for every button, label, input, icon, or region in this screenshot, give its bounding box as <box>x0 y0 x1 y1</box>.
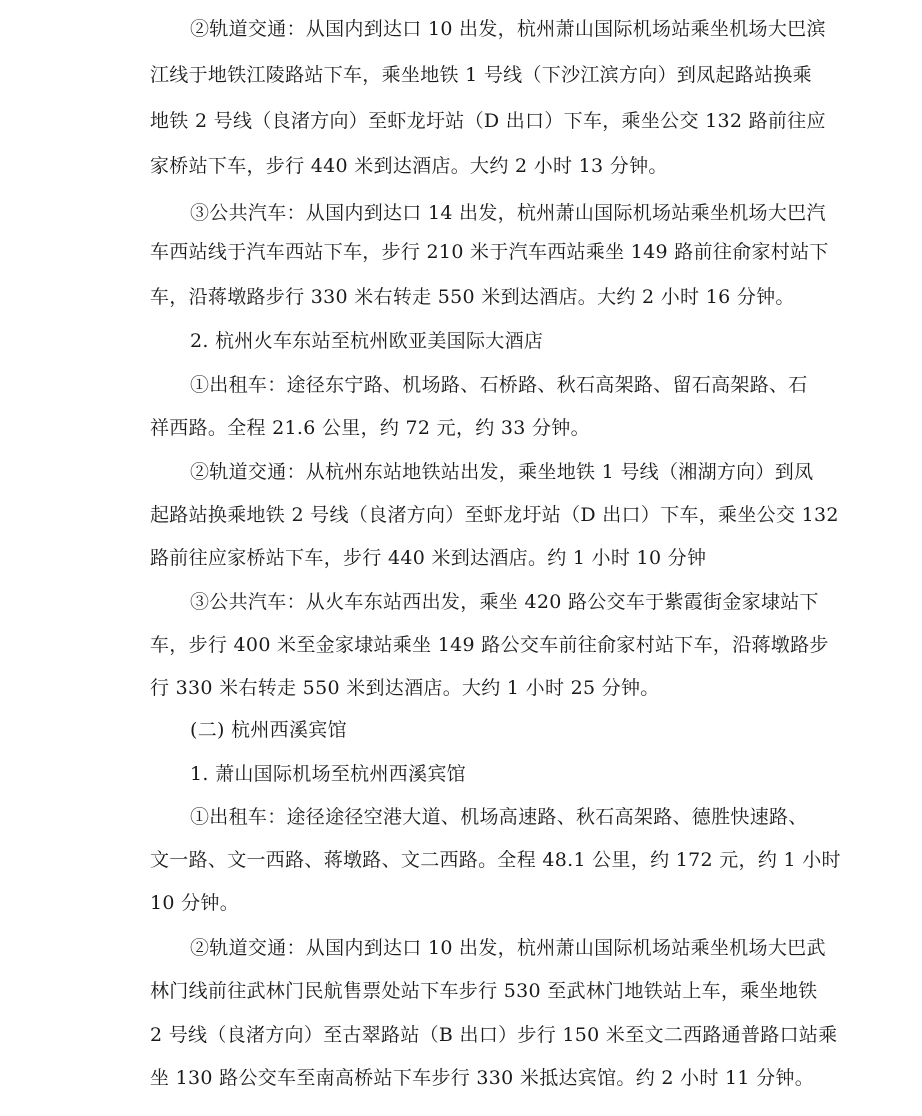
text-line: 路前往应家桥站下车，步行 440 米到达酒店。约 1 小时 10 分钟 <box>150 547 707 569</box>
text-line: ②轨道交通：从国内到达口 10 出发，杭州萧山国际机场站乘坐机场大巴武 <box>190 937 826 959</box>
text-line: ①出租车：途径东宁路、机场路、石桥路、秋石高架路、留石高架路、石 <box>190 374 808 396</box>
text-line: 车，步行 400 米至金家埭站乘坐 149 路公交车前往俞家村站下车，沿蒋墩路步 <box>150 634 829 656</box>
text-line: ①出租车：途径途径空港大道、机场高速路、秋石高架路、德胜快速路、 <box>190 806 808 828</box>
section-heading: 1. 萧山国际机场至杭州西溪宾馆 <box>190 763 466 785</box>
section-heading: 2. 杭州火车东站至杭州欧亚美国际大酒店 <box>190 330 544 352</box>
text-line: ②轨道交通：从国内到达口 10 出发，杭州萧山国际机场站乘坐机场大巴滨 <box>190 18 826 40</box>
text-line: 2 号线（良渚方向）至古翠路站（B 出口）步行 150 米至文二西路通普路口站乘 <box>150 1024 838 1046</box>
text-line: 文一路、文一西路、蒋墩路、文二西路。全程 48.1 公里，约 172 元，约 1 小时 <box>150 849 841 871</box>
text-line: 车西站线于汽车西站下车，步行 210 米于汽车西站乘坐 149 路前往俞家村站下 <box>150 241 829 263</box>
text-line: 祥西路。全程 21.6 公里，约 72 元，约 33 分钟。 <box>150 417 590 439</box>
text-line: 车，沿蒋墩路步行 330 米右转走 550 米到达酒店。大约 2 小时 16 分钟。 <box>150 286 795 308</box>
text-line: ③公共汽车：从国内到达口 14 出发，杭州萧山国际机场站乘坐机场大巴汽 <box>190 202 826 224</box>
text-line: ③公共汽车：从火车东站西出发，乘坐 420 路公交车于紫霞街金家埭站下 <box>190 591 819 613</box>
text-line: 行 330 米右转走 550 米到达酒店。大约 1 小时 25 分钟。 <box>150 677 660 699</box>
text-line: ②轨道交通：从杭州东站地铁站出发，乘坐地铁 1 号线（湘湖方向）到凤 <box>190 461 814 483</box>
section-heading: (二) 杭州西溪宾馆 <box>190 719 347 741</box>
text-line: 10 分钟。 <box>150 892 240 914</box>
text-line: 地铁 2 号线（良渚方向）至虾龙圩站（D 出口）下车，乘坐公交 132 路前往应 <box>150 110 826 132</box>
text-line: 坐 130 路公交车至南高桥站下车步行 330 米抵达宾馆。约 2 小时 11 分钟。 <box>150 1067 815 1089</box>
text-line: 林门线前往武林门民航售票处站下车步行 530 至武林门地铁站上车，乘坐地铁 <box>150 980 818 1002</box>
text-line: 江线于地铁江陵路站下车，乘坐地铁 1 号线（下沙江滨方向）到凤起路站换乘 <box>150 64 812 86</box>
text-line: 家桥站下车，步行 440 米到达酒店。大约 2 小时 13 分钟。 <box>150 155 668 177</box>
text-line: 起路站换乘地铁 2 号线（良渚方向）至虾龙圩站（D 出口）下车，乘坐公交 132 <box>150 504 839 526</box>
